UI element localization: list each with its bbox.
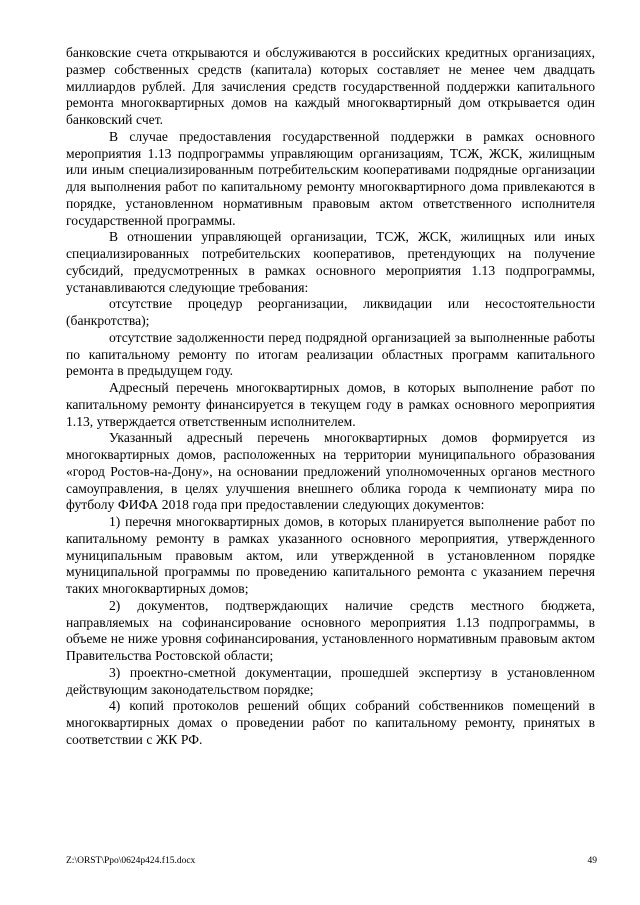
list-item-3-design-estimates: 3) проектно-сметной документации, прошедшей экспертизу в установленном действующим законодательством порядке; bbox=[66, 664, 595, 697]
paragraph-address-list-formation: Указанный адресный перечень многоквартирных домов формируется из многоквартирных домов, расположенных на территории муниципального образования «город Ростов-на-Дону», на основании предложений уполномоченных органов местного самоуправления, в целях улучшения внешнего облика города к чемпионату мира по футболу ФИФА 2018 года при предоставлении следующих документов: bbox=[66, 430, 595, 513]
paragraph-requirement-no-bankruptcy: отсутствие процедур реорганизации, ликвидации или несостоятельности (банкротства); bbox=[66, 296, 595, 328]
footer-page-number: 49 bbox=[587, 856, 597, 866]
paragraph-requirement-no-debt: отсутствие задолженности перед подрядной организацией за выполненные работы по капитальному ремонту по итогам реализации областных программ капитального ремонта в предыдущем году. bbox=[66, 329, 595, 379]
list-item-1-houses-list: 1) перечня многоквартирных домов, в которых планируется выполнение работ по капитальному ремонту в рамках указанного основного мероприятия, утвержденного муниципальным правовым актом, или утвержденной в установленном порядке муниципальной программы по проведению капитального ремонта с указанием перечня таких многоквартирных домов; bbox=[66, 514, 595, 596]
paragraph-address-list-approval: Адресный перечень многоквартирных домов, в которых выполнение работ по капитальному ремонту финансируется в текущем году в рамках основного мероприятия 1.13, утверждается ответственным исполнителем. bbox=[66, 380, 595, 429]
paragraph-requirements-intro: В отношении управляющей организации, ТСЖ, ЖСК, жилищных или иных специализированных потребительских кооперативов, претендующих на получение субсидий, предусмотренных в рамках основного мероприятия 1.13 подпрограммы, устанавливаются следующие требования: bbox=[66, 229, 595, 295]
paragraph-contractors-selection: В случае предоставления государственной поддержки в рамках основного мероприятия 1.13 подпрограммы управляющим организациям, ТСЖ, ЖСК, жилищным или иным специализированным потребительским кооперативами подрядные организации для выполнения работ по капитальному ремонту многоквартирного дома привлекаются в порядке, установленном нормативным правовым актом ответственного исполнителя государственной программы. bbox=[66, 128, 595, 228]
list-item-2-budget-documents: 2) документов, подтверждающих наличие средств местного бюджета, направляемых на софинансирование основного мероприятия 1.13 подпрограммы, в объеме не ниже уровня софинансирования, установленного нормативным правовым актом Правительства Ростовской области; bbox=[66, 597, 595, 663]
list-item-4-meeting-protocols: 4) копий протоколов решений общих собраний собственников помещений в многоквартирных домах о проведении работ по капитальному ремонту, принятых в соответствии с ЖК РФ. bbox=[66, 698, 595, 747]
footer-file-path: Z:\ORST\Ppo\0624p424.f15.docx bbox=[66, 856, 196, 866]
paragraph-bank-accounts: банковские счета открываются и обслуживаются в российских кредитных организациях, размер собственных средств (капитала) которых составляет не менее чем двадцать миллиардов рублей. Для зачисления средств государственной поддержки капитального ремонта многоквартирных домов на каждый многоквартирный дом открывается один банковский счет. bbox=[66, 45, 595, 127]
document-body bbox=[66, 45, 595, 749]
